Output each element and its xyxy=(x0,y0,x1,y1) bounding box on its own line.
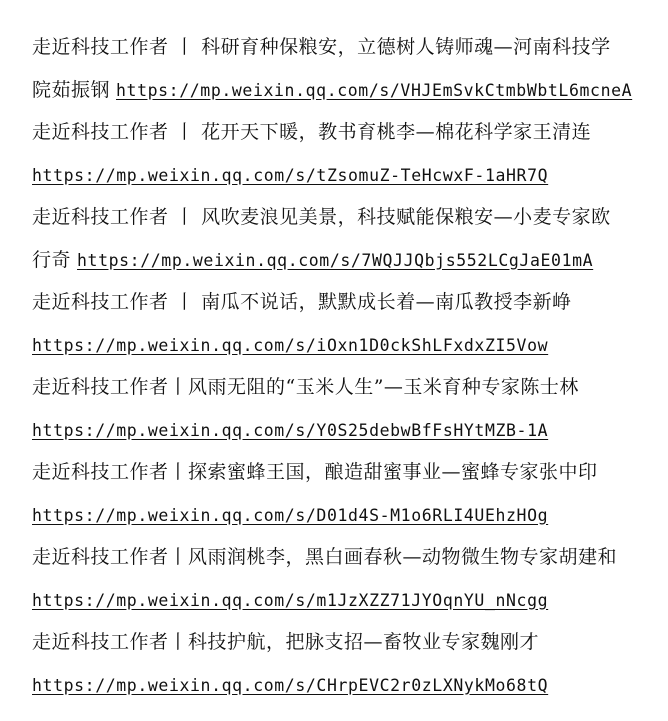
article-title: 走近科技工作者 丨 南瓜不说话，默默成长着—南瓜教授李新峥 xyxy=(32,291,572,313)
article-entry xyxy=(32,196,644,281)
article-link[interactable]: https://mp.weixin.qq.com/s/tZsomuZ-TeHcwxF-1aHR7Q xyxy=(32,165,549,185)
title-line xyxy=(32,281,644,324)
title-line xyxy=(32,196,644,239)
article-link[interactable]: https://mp.weixin.qq.com/s/CHrpEVC2r0zLXNykMo68tQ xyxy=(32,675,549,695)
title-line xyxy=(32,26,644,69)
article-title: 走近科技工作者丨风雨无阻的“玉米人生”—玉米育种专家陈士林 xyxy=(32,376,579,398)
article-title: 走近科技工作者丨探索蜜蜂王国，酿造甜蜜事业—蜜蜂专家张中印 xyxy=(32,461,598,483)
title-line xyxy=(32,111,644,154)
link-line xyxy=(32,409,644,452)
article-entry xyxy=(32,111,644,196)
article-list xyxy=(32,26,644,706)
article-link[interactable]: https://mp.weixin.qq.com/s/iOxn1D0ckShLFxdxZI5Vow xyxy=(32,335,549,355)
article-link[interactable]: https://mp.weixin.qq.com/s/VHJEmSvkCtmbWbtL6mcneA xyxy=(116,80,633,100)
title-line xyxy=(32,239,644,282)
article-title: 走近科技工作者 丨 科研育种保粮安，立德树人铸师魂—河南科技学 xyxy=(32,36,611,58)
article-title: 走近科技工作者丨风雨润桃李，黑白画春秋—动物微生物专家胡建和 xyxy=(32,546,618,568)
article-entry xyxy=(32,281,644,366)
article-title: 走近科技工作者丨科技护航，把脉支招—畜牧业专家魏刚才 xyxy=(32,631,540,653)
article-entry xyxy=(32,366,644,451)
article-link[interactable]: https://mp.weixin.qq.com/s/m1JzXZZ71JYOqnYU_nNcgg xyxy=(32,590,549,610)
article-link[interactable]: https://mp.weixin.qq.com/s/7WQJJQbjs552LCgJaE01mA xyxy=(77,250,594,270)
article-entry xyxy=(32,451,644,536)
title-line xyxy=(32,451,644,494)
article-entry xyxy=(32,536,644,621)
article-link[interactable]: https://mp.weixin.qq.com/s/D01d4S-M1o6RLI4UEhzHOg xyxy=(32,505,549,525)
article-entry xyxy=(32,26,644,111)
link-line xyxy=(32,579,644,622)
article-title-continued: 行奇 xyxy=(32,248,72,271)
article-link[interactable]: https://mp.weixin.qq.com/s/Y0S25debwBfFsHYtMZB-1A xyxy=(32,420,549,440)
article-entry xyxy=(32,621,644,706)
title-line xyxy=(32,69,644,112)
title-line xyxy=(32,621,644,664)
link-line xyxy=(32,664,644,707)
article-title-continued: 院茹振钢 xyxy=(32,78,111,101)
title-line xyxy=(32,366,644,409)
link-line xyxy=(32,494,644,537)
article-title: 走近科技工作者 丨 风吹麦浪见美景，科技赋能保粮安—小麦专家欧 xyxy=(32,206,611,228)
title-line xyxy=(32,536,644,579)
article-title: 走近科技工作者 丨 花开天下暖，教书育桃李—棉花科学家王清连 xyxy=(32,121,592,143)
link-line xyxy=(32,324,644,367)
link-line xyxy=(32,154,644,197)
